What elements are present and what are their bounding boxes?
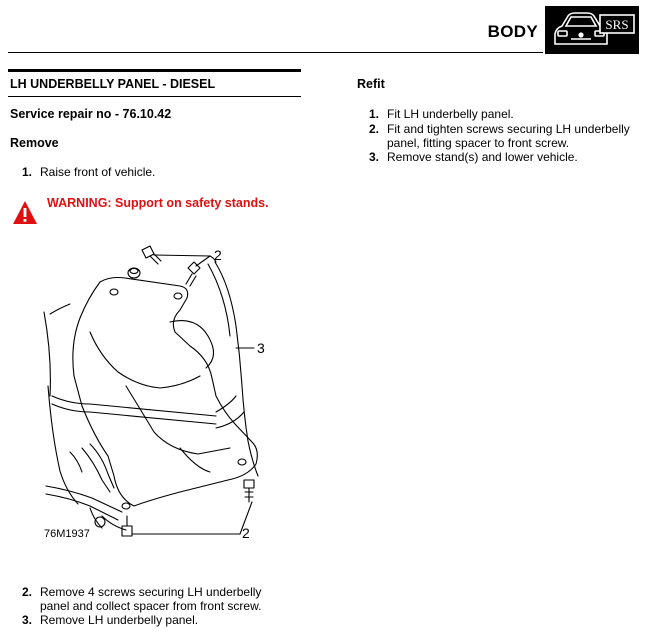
step-number: 2. xyxy=(22,585,33,599)
step-text-line1: Fit and tighten screws securing LH underbelly xyxy=(387,122,630,136)
underbelly-panel-diagram xyxy=(30,236,280,551)
callout-2-top: 2 xyxy=(214,247,222,263)
warning-text: WARNING: Support on safety stands. xyxy=(47,196,269,210)
callout-2-bottom: 2 xyxy=(242,525,250,541)
remove-heading: Remove xyxy=(10,136,59,150)
header-rule xyxy=(8,52,543,53)
step-text-line1: Remove 4 screws securing LH underbelly xyxy=(40,585,262,599)
procedure-title: LH UNDERBELLY PANEL - DIESEL xyxy=(10,77,216,91)
refit-step-2 xyxy=(369,122,654,150)
step-text: Remove stand(s) and lower vehicle. xyxy=(387,150,578,164)
step-number: 1. xyxy=(369,107,380,121)
spacer-icon xyxy=(128,268,140,278)
screw-bottom-left-icon xyxy=(122,516,132,536)
callout-3: 3 xyxy=(257,340,265,356)
remove-step-2 xyxy=(22,585,302,613)
step-number: 3. xyxy=(22,613,33,627)
screw-top-right-icon xyxy=(186,262,200,286)
remove-step-1 xyxy=(22,165,292,179)
section-title: BODY xyxy=(487,22,538,41)
srs-badge xyxy=(545,6,639,54)
refit-heading: Refit xyxy=(357,77,385,91)
step-number: 2. xyxy=(369,122,380,136)
screw-bottom-right-icon xyxy=(244,480,254,502)
step-text: Fit LH underbelly panel. xyxy=(387,107,514,121)
step-text-line2: panel and collect spacer from front screw. xyxy=(40,599,262,613)
step-number: 3. xyxy=(369,150,380,164)
refit-step-3 xyxy=(369,150,649,164)
title-rule-bottom xyxy=(8,96,301,97)
step-number: 1. xyxy=(22,165,33,179)
step-text: Raise front of vehicle. xyxy=(40,165,156,179)
figure-code: 76M1937 xyxy=(44,528,90,540)
refit-step-1 xyxy=(369,107,649,121)
remove-step-3 xyxy=(22,613,302,627)
srs-badge-text: SRS xyxy=(605,17,629,32)
service-repair-number: Service repair no - 76.10.42 xyxy=(10,107,172,121)
step-text: Remove LH underbelly panel. xyxy=(40,613,199,627)
warning-icon xyxy=(12,200,38,231)
step-text-line2: panel, fitting spacer to front screw. xyxy=(387,136,570,150)
title-rule-top xyxy=(8,69,301,72)
